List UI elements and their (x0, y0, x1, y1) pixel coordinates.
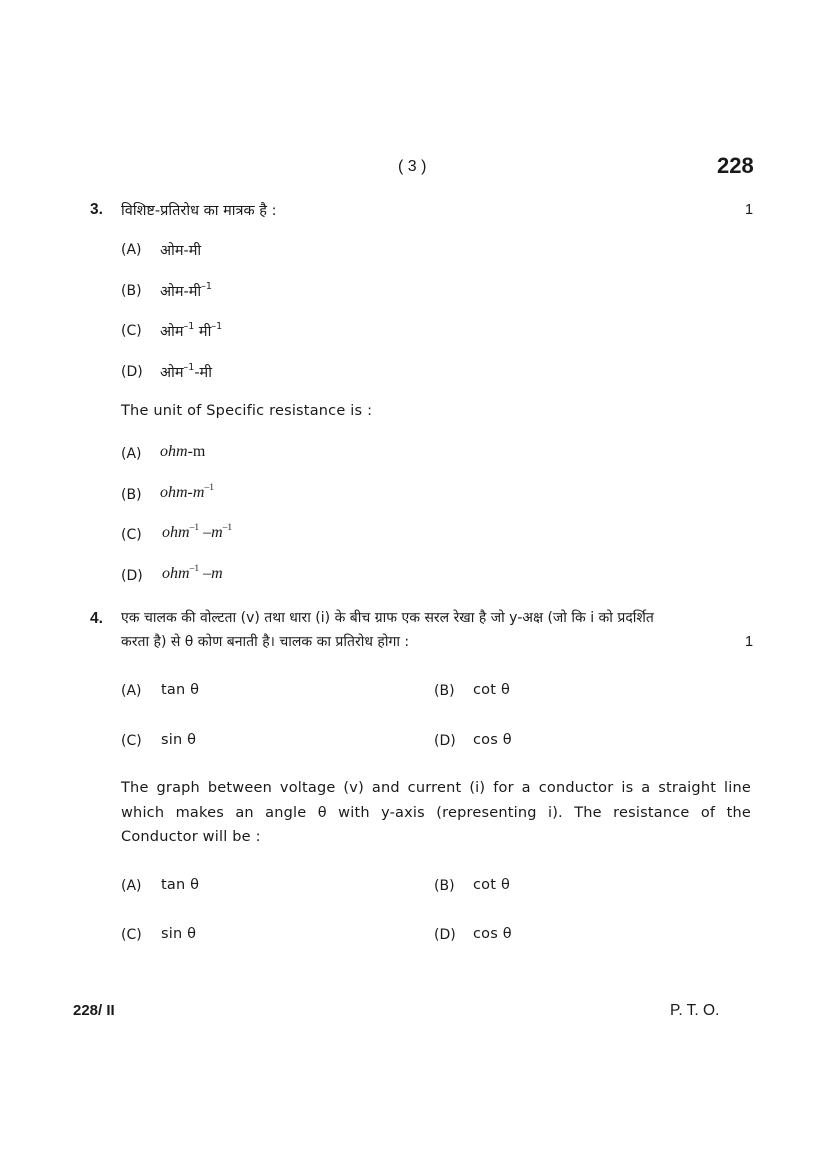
q3-hindi-option-b-label: (B) (121, 283, 142, 299)
q4-option-a: tan θ (161, 682, 200, 698)
q3-english-option-a: ohm-m (160, 443, 206, 460)
q4-option-b-label: (B) (434, 683, 455, 699)
q3-english-option-a-label: (A) (121, 446, 142, 462)
question-3-english: The unit of Specific resistance is : (121, 403, 373, 419)
question-4-hindi-line2: करता है) से θ कोण बनाती है। चालक का प्रतिरोध होगा : (121, 634, 410, 650)
q3-english-option-d: ohm$^{-1}$ –m (162, 564, 223, 582)
question-4-number: 4. (90, 610, 103, 627)
footer-pto: P. T. O. (670, 1002, 720, 1019)
paper-code: 228 (717, 153, 754, 178)
question-3-number: 3. (90, 201, 103, 218)
q4-option-c-label: (C) (121, 733, 142, 749)
q4-option-c: sin θ (161, 732, 197, 748)
q3-english-option-c-label: (C) (121, 527, 142, 543)
q3-hindi-option-c-label: (C) (121, 323, 142, 339)
q3-english-option-d-label: (D) (121, 568, 143, 584)
q4-en-option-b: cot θ (473, 877, 511, 893)
q3-hindi-option-b: ओम-मी$^{-1}$ (160, 281, 212, 300)
question-4-hindi-line1: एक चालक की वोल्टता (v) तथा धारा (i) के बीच ग्राफ एक सरल रेखा है जो y-अक्ष (जो कि i को प्रदर्शित (121, 610, 654, 626)
question-4-english: The graph between voltage (v) and current (i) for a conductor is a straight line which makes an angle θ with y-axis (representing i). The resistance of the Conductor will be : (121, 780, 751, 845)
q3-hindi-option-a: ओम-मी (160, 243, 202, 259)
question-3-hindi: विशिष्ट-प्रतिरोध का मात्रक है : (121, 203, 277, 219)
q4-en-option-a: tan θ (161, 877, 200, 893)
q4-en-option-b-label: (B) (434, 878, 455, 894)
q4-en-option-d: cos θ (473, 926, 512, 942)
q4-en-option-d-label: (D) (434, 927, 456, 943)
q4-option-d: cos θ (473, 732, 512, 748)
q4-option-b: cot θ (473, 682, 511, 698)
q3-hindi-option-c: ओम$^{-1}$ मी$^{-1}$ (160, 321, 223, 340)
q4-en-option-a-label: (A) (121, 878, 142, 894)
q3-hindi-option-d-label: (D) (121, 364, 143, 380)
q3-english-option-b-label: (B) (121, 487, 142, 503)
question-4-marks: 1 (745, 634, 754, 650)
page-number: ( 3 ) (398, 158, 427, 175)
q4-option-a-label: (A) (121, 683, 142, 699)
q3-english-option-c: ohm$^{-1}$ $-m^{-1}$ (162, 523, 233, 541)
footer-paper-code: 228/ II (73, 1002, 115, 1019)
q4-en-option-c: sin θ (161, 926, 197, 942)
q4-option-d-label: (D) (434, 733, 456, 749)
q3-hindi-option-d: ओम$^{-1}$-मी (160, 362, 212, 381)
q3-english-option-b: ohm-$m^{-1}$ (160, 483, 214, 501)
q4-en-option-c-label: (C) (121, 927, 142, 943)
question-3-marks: 1 (745, 202, 754, 218)
q3-hindi-option-a-label: (A) (121, 242, 142, 258)
